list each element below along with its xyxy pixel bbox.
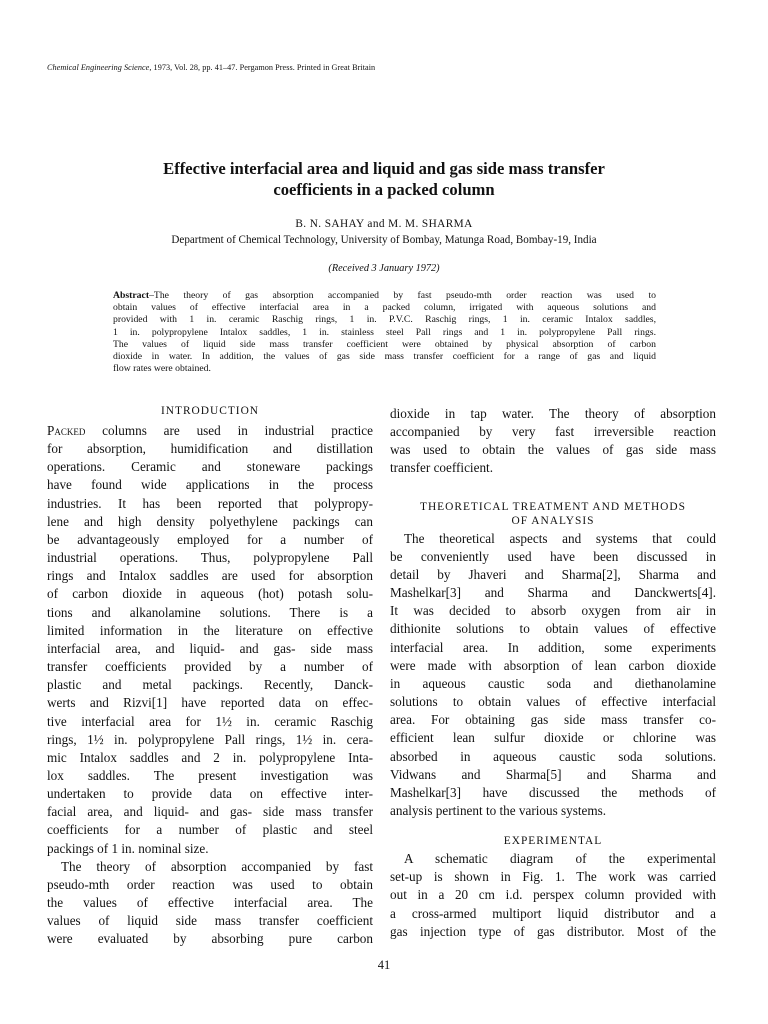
body-line: industrial operations. Thus, polypropylene Pall <box>47 550 373 566</box>
body-line: plastic and metal packings. Recently, Danck- <box>47 677 373 693</box>
journal-citation <box>47 63 375 72</box>
body-line: Mashelkar[3] have discussed the methods of <box>390 784 716 800</box>
body-line: was used to obtain the values of gas side mass <box>390 442 716 458</box>
abstract-line: dioxide in water. In addition, the values of gas side mass transfer coefficient for a range of gas and liquid <box>113 351 656 363</box>
body-line: dioxide in tap water. The theory of absorption <box>390 406 716 421</box>
body-line: efficient lean sulfur dioxide or chlorine was <box>390 730 716 746</box>
body-line: out in a 20 cm i.d. perspex column provided with <box>390 887 716 903</box>
body-line: lene and high density polyethylene packings can <box>47 513 373 529</box>
body-line: undertaken to provide data on effective inter- <box>47 786 373 802</box>
body-line: for absorption, humidification and distillation <box>47 441 373 457</box>
left-column <box>47 402 373 949</box>
body-line: mic Intalox saddles and 2 in. polypropylene Inta- <box>47 749 373 765</box>
body-line: were evaluated by absorbing pure carbon <box>47 931 373 947</box>
body-line: in aqueous caustic soda and diethanolamine <box>390 675 716 691</box>
body-line: It was decided to absorb oxygen from air in <box>390 603 716 619</box>
abstract-line: flow rates were obtained. <box>113 363 211 375</box>
received-date: (Received 3 January 1972) <box>328 263 440 274</box>
right-column <box>390 405 716 941</box>
body-line: solutions to obtain values of effective interfacial <box>390 694 716 710</box>
body-line: operations. Ceramic and stoneware packings <box>47 459 373 475</box>
body-line: area. For obtaining gas side mass transfer co- <box>390 712 716 728</box>
dropcap-word: Packed <box>47 423 86 438</box>
body-line: of carbon dioxide in aqueous (hot) potash solu- <box>47 586 373 602</box>
body-line: A schematic diagram of the experimental <box>404 851 716 867</box>
body-line: accompanied by very fast irreversible reaction <box>390 424 716 440</box>
body-line: interfacial area, and liquid- and gas- side mass <box>47 640 373 656</box>
abstract-line: Abstract–The theory of gas absorption accompanied by fast pseudo-mth order reaction was used to <box>113 290 656 301</box>
body-line: were made with absorption of lean carbon dioxide <box>390 657 716 673</box>
body-line: a cross-armed multiport liquid distributor and a <box>390 905 716 921</box>
body-line: be advantageously employed for a number of <box>47 531 373 547</box>
abstract-line: 1 in. polypropylene Intalox saddles, 1 in. stainless steel Pall rings and 1 in. polypropylene Pall rings. <box>113 326 656 338</box>
body-line: lox saddles. The present investigation was <box>47 767 373 783</box>
section-heading-experimental: EXPERIMENTAL <box>503 835 603 848</box>
abstract-lead: Abstract <box>113 290 150 301</box>
body-line: tions and alkanolamine solutions. There is a <box>47 604 373 620</box>
body-line: The theory of absorption accompanied by fast <box>61 858 373 874</box>
section-heading-theory: THEORETICAL TREATMENT AND METHODS OF ANALYSIS <box>420 500 686 527</box>
body-line: packings of 1 in. nominal size. <box>47 840 209 856</box>
body-line: dithionite solutions to obtain values of effective <box>390 621 716 637</box>
abstract-line: The values of liquid side mass transfer coefficient were obtained by physical absorption of carbon <box>113 338 656 350</box>
body-line: The theoretical aspects and systems that could <box>404 530 716 546</box>
affiliation: Department of Chemical Technology, University of Bombay, Matunga Road, Bombay-19, India <box>171 234 597 246</box>
title-line-2: coefficients in a packed column <box>273 180 495 199</box>
body-line: values of liquid side mass transfer coefficient <box>47 913 373 929</box>
body-line: Vidwans and Sharma[5] and Sharma and <box>390 766 716 782</box>
section-heading-introduction: INTRODUCTION <box>160 405 260 417</box>
body-line: interfacial area. In addition, some experiments <box>390 639 716 655</box>
journal-name: Chemical Engineering Science <box>47 63 150 72</box>
body-line: industries. It has been reported that polypropy- <box>47 495 373 511</box>
body-line: absorbed in aqueous caustic soda solutions. <box>390 748 716 764</box>
authors: B. N. SAHAY and M. M. SHARMA <box>295 218 473 230</box>
body-line: rings and Intalox saddles are used for absorption <box>47 568 373 584</box>
body-line: gas injection type of gas distributor. Most of the <box>390 923 716 939</box>
body-line: have found wide applications in the process <box>47 477 373 493</box>
body-line: the values of effective interfacial area. The <box>47 895 373 911</box>
paper-title <box>60 158 708 200</box>
citation-details: , 1973, Vol. 28, pp. 41–47. Pergamon Press. Printed in Great Britain <box>149 63 376 72</box>
body-line: facial area, and liquid- and gas- side mass transfer <box>47 804 373 820</box>
body-line: rings, 1½ in. polypropylene Pall rings, 1½ in. cera- <box>47 731 373 747</box>
body-line: be conveniently used have been discussed in <box>390 548 716 564</box>
body-line: set-up is shown in Fig. 1. The work was carried <box>390 869 716 885</box>
body-line: Mashelkar[3] and Sharma and Danckwerts[4]. <box>390 585 716 601</box>
title-line-1: Effective interfacial area and liquid and gas side mass transfer <box>163 159 605 178</box>
body-line: coefficients for a number of plastic and steel <box>47 822 373 838</box>
body-line: transfer coefficient. <box>390 460 494 476</box>
body-line: limited information in the literature on effective <box>47 622 373 638</box>
abstract-line: provided with 1 in. ceramic Raschig rings, 1 in. P.V.C. Raschig rings, 1 in. ceramic Intalox saddles, <box>113 314 656 326</box>
abstract <box>113 290 656 375</box>
body-line: Packed columns are used in industrial practice <box>47 423 373 438</box>
body-line: transfer coefficients provided by a number of <box>47 659 373 675</box>
body-line: analysis pertinent to the various systems. <box>390 802 607 818</box>
abstract-line: obtain values of effective interfacial area in a packed column, irrigated with aqueous solutions and <box>113 302 656 314</box>
page-number: 41 <box>377 958 391 972</box>
body-line: pseudo-mth order reaction was used to obtain <box>47 876 373 892</box>
body-line: detail by Jhaveri and Sharma[2], Sharma and <box>390 566 716 582</box>
body-line: werts and Rizvi[1] have reported data on effec- <box>47 695 373 711</box>
body-line: tive interfacial area for 1½ in. ceramic Raschig <box>47 713 373 729</box>
